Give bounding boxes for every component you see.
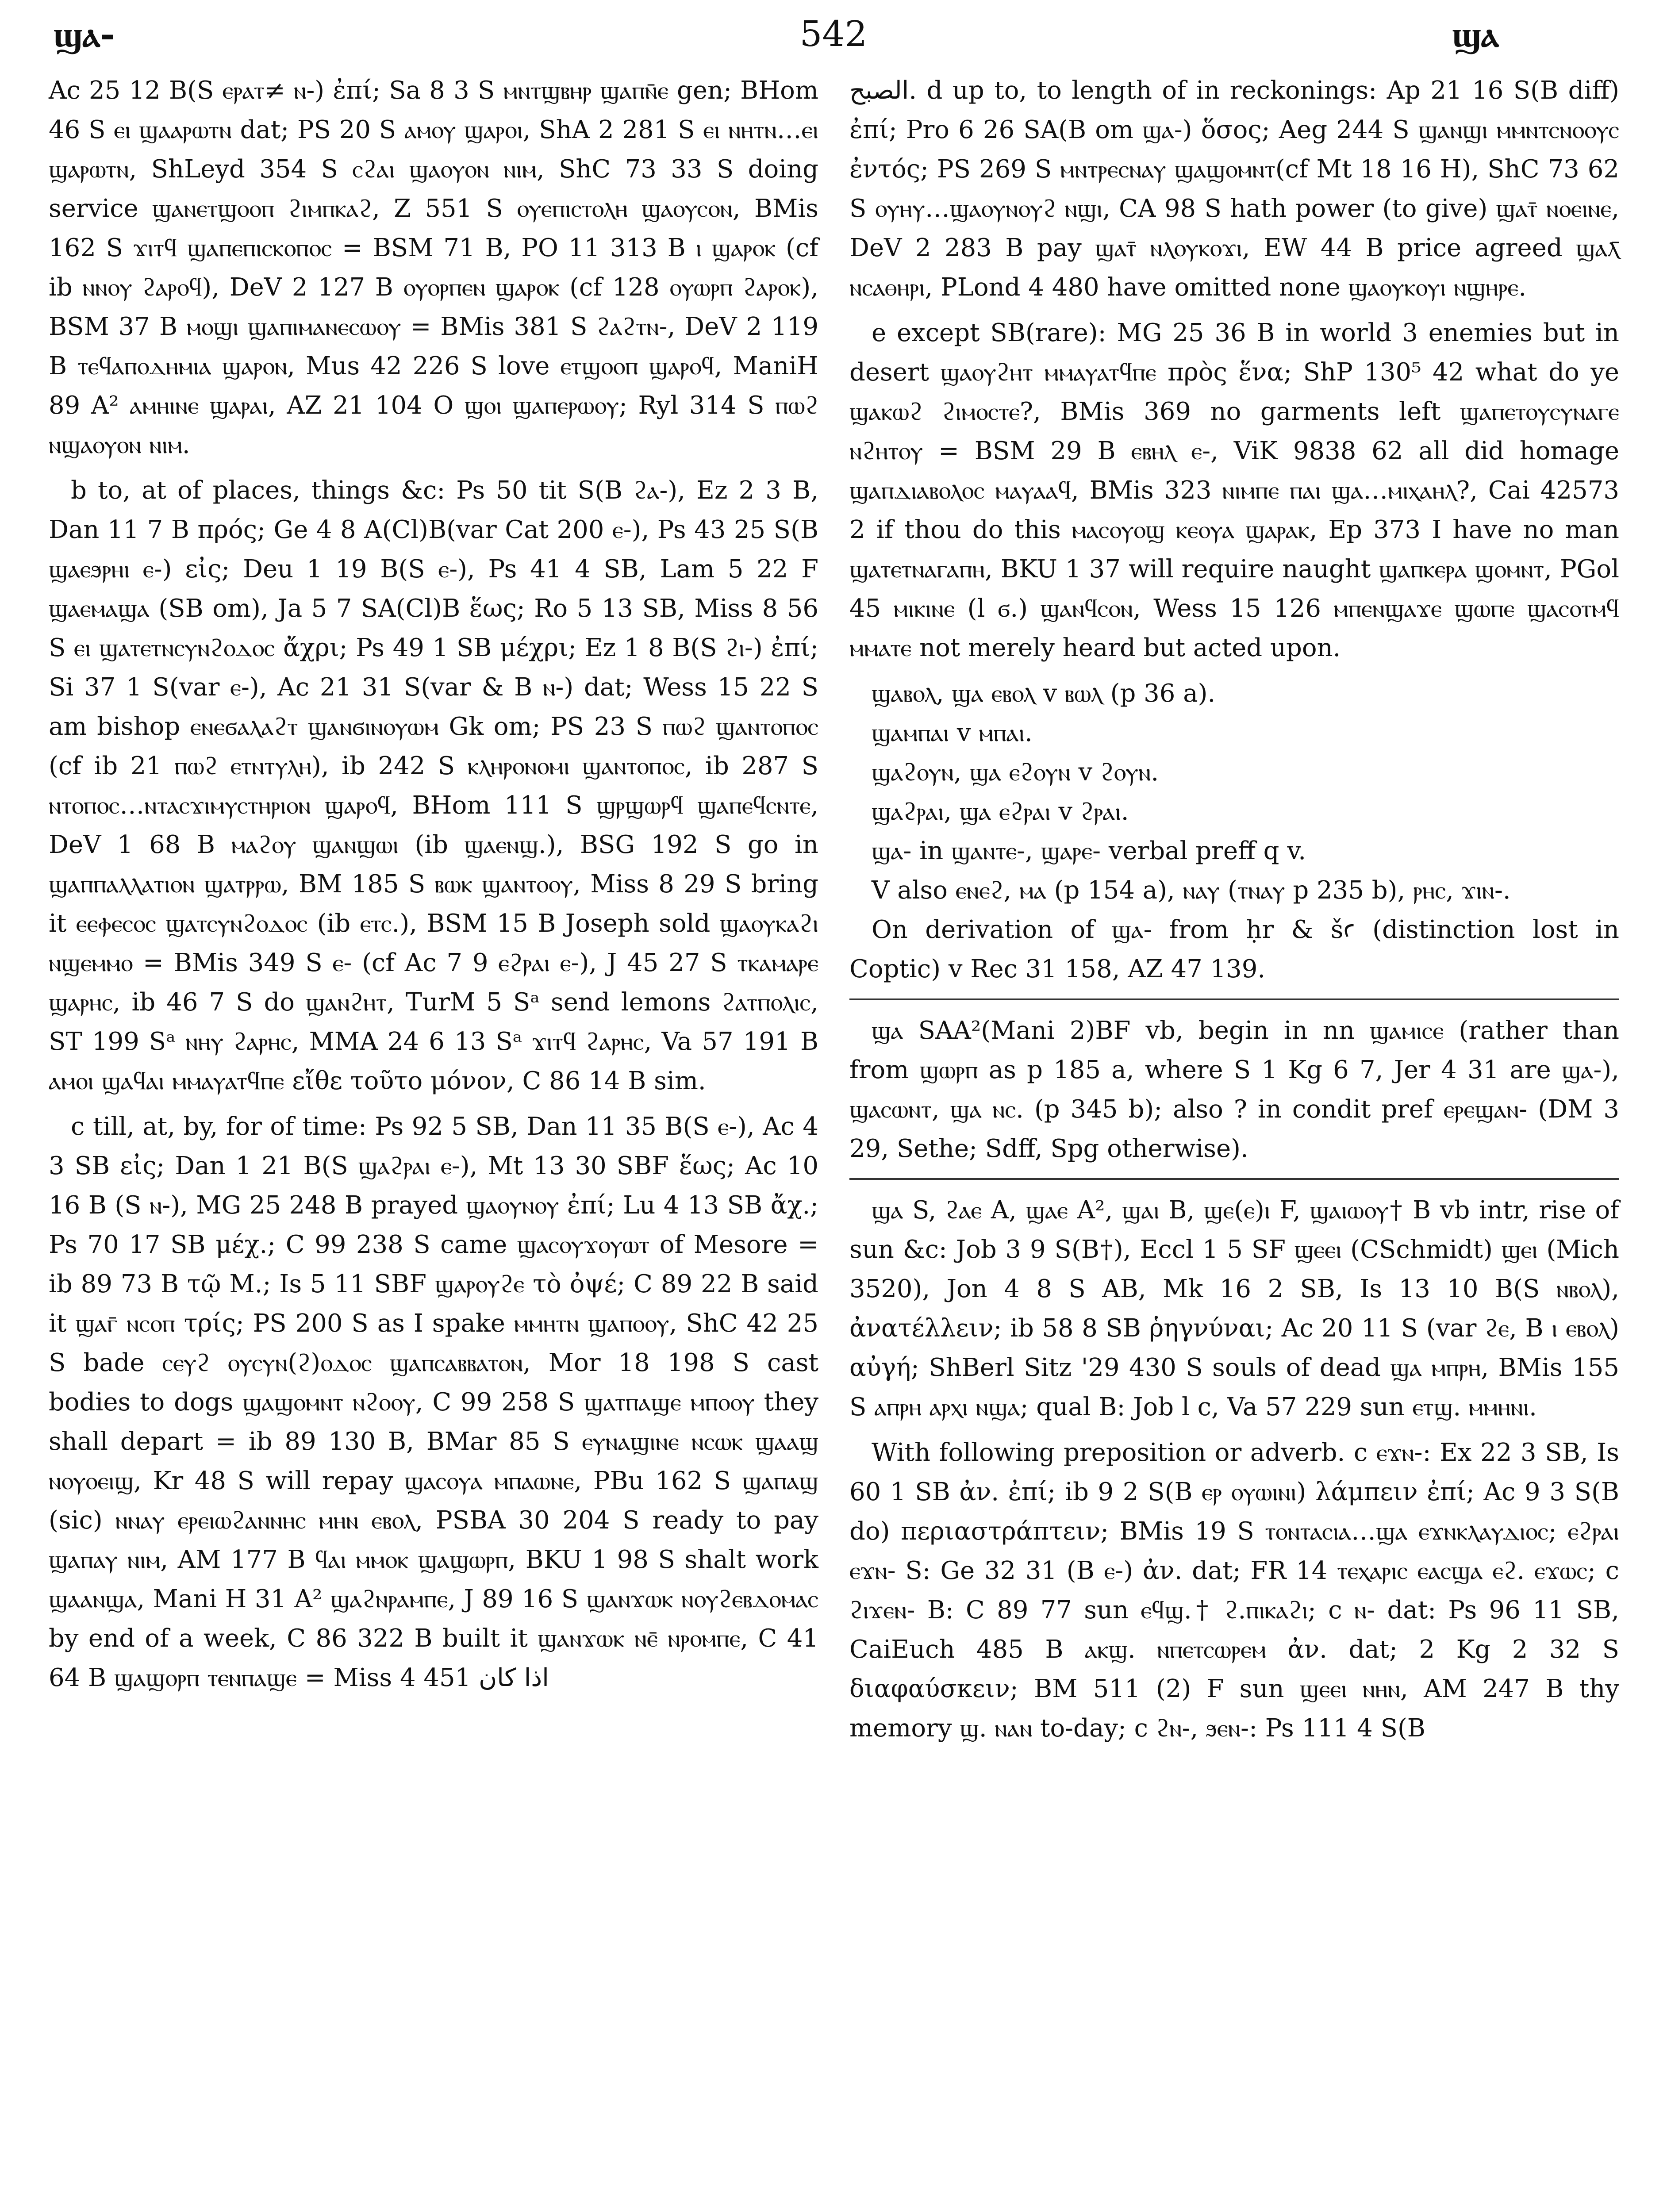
entry-rise: ϣⲁ S, ϩⲁⲉ A, ϣⲁⲉ A², ϣⲁⲓ B, ϣⲉ(ⲉ)ⲓ F, ϣⲁⲓⲱⲟⲩ† B vb intr, rise of sun &c: Job 3 9 S(B†), Eccl 1 5 SF ϣⲉⲉⲓ (CSchmidt) ϣⲉⲓ (Mich 3520), Jon 4 8 S AB, Mk 16 2 SB, Is 13 10 B(S ⲛⲃⲟⲗ), ἀνατέλλειν; ib 58 8 SB ῥηγνύναι; Ac 20 11 S (var ϩⲉ, B ⲓ ⲉⲃⲟⲗ) αὐγή; ShBerl Sitz '29 430 S souls of dead ϣⲁ ⲙⲡⲣⲏ, BMis 155 S ⲁⲡⲣⲏ ⲁⲣⲭⲓ ⲛϣⲁ; qual B: Job l c, Va 57 229 sun ⲉⲧϣ. ⲙⲙⲏⲛⲓ. [849, 1196, 1619, 1421]
entry-divider [849, 998, 1619, 1000]
entry-paragraph: Ac 25 12 B(S ⲉⲣⲁⲧ≠ ⲛ-) ἐπί; Sa 8 3 S ⲙⲛⲧϣⲃⲏⲣ ϣⲁⲡⲛ̄ⲉ gen; BHom 46 S ⲉⲓ ϣⲁⲁⲣⲱⲧⲛ dat; PS 20 S ⲁⲙⲟⲩ ϣⲁⲣⲟⲓ, ShA 2 281 S ⲉⲓ ⲛⲏⲧⲛ…ⲉⲓ ϣⲁⲣⲱⲧⲛ, ShLeyd 354 S ⲥϩⲁⲓ ϣⲁⲟⲩⲟⲛ ⲛⲓⲙ, ShC 73 33 S doing service ϣⲁⲛⲉⲧϣⲟⲟⲡ ϩⲓⲙⲡⲕⲁϩ, Z 551 S ⲟⲩⲉⲡⲓⲥⲧⲟⲗⲏ ϣⲁⲟⲩⲥⲟⲛ, BMis 162 S ϫⲓⲧϥ ϣⲁⲡⲉⲡⲓⲥⲕⲟⲡⲟⲥ = BSM 71 B, PO 11 313 B ⲓ ϣⲁⲣⲟⲕ (cf ib ⲛⲛⲟⲩ ϩⲁⲣⲟϥ), DeV 2 127 B ⲟⲩⲟⲣⲡⲉⲛ ϣⲁⲣⲟⲕ (cf 128 ⲟⲩⲱⲣⲡ ϩⲁⲣⲟⲕ), BSM 37 B ⲙⲟϣⲓ ϣⲁⲡⲓⲙⲁⲛⲉⲥⲱⲟⲩ = BMis 381 S ϩⲁϩⲧⲛ-, DeV 2 119 B ⲧⲉϥⲁⲡⲟⲇⲏⲙⲓⲁ ϣⲁⲣⲟⲛ, Mus 42 226 S love ⲉⲧϣⲟⲟⲡ ϣⲁⲣⲟϥ, ManiH 89 A² ⲁⲙⲏⲓⲛⲉ ϣⲁⲣⲁⲓ, AZ 21 104 O ϣⲟⲓ ϣⲁⲡⲉⲣⲱⲟⲩ; Ryl 314 S ⲡⲱϩ ⲛϣⲁⲟⲩⲟⲛ ⲛⲓⲙ. [49, 76, 818, 459]
right-column [849, 71, 1619, 1754]
cross-reference: V also ⲉⲛⲉϩ, ⲙⲁ (p 154 a), ⲛⲁⲩ (ⲧⲛⲁⲩ p 235 b), ⲣⲏⲥ, ϫⲓⲛ-. [872, 876, 1511, 905]
page-header [0, 13, 1667, 66]
entry-paragraph: c till, at, by, for of time: Ps 92 5 SB, Dan 11 35 B(S ⲉ-), Ac 4 3 SB εἰς; Dan 1 21 B(S ϣⲁϩⲣⲁⲓ ⲉ-), Mt 13 30 SBF ἕως; Ac 10 16 B (S ⲛ-), MG 25 248 B prayed ϣⲁⲟⲩⲛⲟⲩ ἐπί; Lu 4 13 SB ἄχ.; Ps 70 17 SB μέχ.; C 99 238 S came ϣⲁⲥⲟⲩϫⲟⲩⲱⲧ of Mesore = ib 89 73 B τῷ M.; Is 5 11 SBF ϣⲁⲣⲟⲩϩⲉ τὸ ὀψέ; C 89 22 B said it ϣⲁⲅ̄ ⲛⲥⲟⲡ τρίς; PS 200 S as I spake ⲙⲙⲏⲧⲛ ϣⲁⲡⲟⲟⲩ, ShC 42 25 S bade ⲥⲉⲩϩ ⲟⲩⲥⲩⲛ(ϩ)ⲟⲇⲟⲥ ϣⲁⲡⲥⲁⲃⲃⲁⲧⲟⲛ, Mor 18 198 S cast bodies to dogs ϣⲁϣⲟⲙⲛⲧ ⲛϩⲟⲟⲩ, C 99 258 S ϣⲁⲧⲡⲁϣⲉ ⲙⲡⲟⲟⲩ they shall depart = ib 89 130 B, BMar 85 S ⲉⲩⲛⲁϣⲓⲛⲉ ⲛⲥⲱⲕ ϣⲁⲁϣ ⲛⲟⲩⲟⲉⲓϣ, Kr 48 S will repay ϣⲁⲥⲟⲩⲁ ⲙⲡⲁⲱⲛⲉ, PBu 162 S ϣⲁⲡⲁϣ (sic) ⲛⲛⲁⲩ ⲉⲣⲉⲓⲱϩⲁⲛⲛⲏⲥ ⲙⲏⲛ ⲉⲃⲟⲗ, PSBA 30 204 S ready to pay ϣⲁⲡⲁⲩ ⲛⲓⲙ, AM 177 B ϥⲁⲓ ⲙⲙⲟⲕ ϣⲁϣⲱⲣⲡ, BKU 1 98 S shalt work ϣⲁⲁⲛϣⲁ, Mani H 31 A² ϣⲁϩⲛⲣⲁⲙⲡⲉ, J 89 16 S ϣⲁⲛϫⲱⲕ ⲛⲟⲩϩⲉⲃⲇⲟⲙⲁⲥ by end of a week, C 86 322 B built it ϣⲁⲛϫⲱⲕ ⲛⲉ̄ ⲛⲣⲟⲙⲡⲉ, C 41 64 B ϣⲁϣⲟⲣⲡ ⲧⲉⲛⲡⲁϣⲉ = Miss 4 451 اذا كان [49, 1112, 818, 1692]
cross-reference: ϣⲁ- in ϣⲁⲛⲧⲉ-, ϣⲁⲣⲉ- verbal preff q v. [872, 837, 1306, 865]
cross-reference: ϣⲁϩⲣⲁⲓ, ϣⲁ ⲉϩⲣⲁⲓ v ϩⲣⲁⲓ. [872, 797, 1129, 826]
header-left-keyword: ϣⲁ- [53, 13, 115, 55]
header-right-keyword: ϣⲁ [1452, 13, 1499, 55]
entry-paragraph: الصبح. d up to, to length of in reckonings: Ap 21 16 S(B diff) ἐπί; Pro 6 26 SA(B om ϣⲁ-) ὅσος; Aeg 244 S ϣⲁⲛϣⲓ ⲙⲙⲛⲧⲥⲛⲟⲟⲩⲥ ἐντός; PS 269 S ⲙⲛⲧⲣⲉⲥⲛⲁⲩ ϣⲁϣⲟⲙⲛⲧ(cf Mt 18 16 H), ShC 73 62 S ⲟⲩⲏⲩ…ϣⲁⲟⲩⲛⲟⲩϩ ⲛϣⲓ, CA 98 S hath power (to give) ϣⲁⲧ̄ ⲛⲟⲉⲓⲛⲉ, DeV 2 283 B pay ϣⲁⲧ̄ ⲛⲗⲟⲩⲕⲟϫⲓ, EW 44 B price agreed ϣⲁⲗ̄ ⲛⲥⲁⲑⲏⲣⲓ, PLond 4 480 have omitted none ϣⲁⲟⲩⲕⲟⲩⲓ ⲛϣⲏⲣⲉ. [849, 76, 1619, 302]
derivation-note: On derivation of ϣⲁ- from ḥr & šꜥ (distinction lost in Coptic) v Rec 31 158, AZ 47 139. [849, 915, 1619, 983]
entry-preposition: With following preposition or adverb. c ⲉϫⲛ-: Ex 22 3 SB, Is 60 1 SB ἀν. ἐπί; ib 9 2 S(B ⲉⲣ ⲟⲩⲱⲓⲛⲓ) λάμπειν ἐπί; Ac 9 3 S(B do) περιαστράπτειν; BMis 19 S ⲧⲟⲛⲧⲁⲥⲓⲁ…ϣⲁ ⲉϫⲛⲕⲗⲁⲩⲇⲓⲟⲥ; ⲉϩⲣⲁⲓ ⲉϫⲛ- S: Ge 32 31 (B ⲉ-) ἀν. dat; FR 14 ⲧⲉⲭⲁⲣⲓⲥ ⲉⲁⲥϣⲁ ⲉϩ. ⲉϫⲱⲥ; c ϩⲓϫⲉⲛ- B: C 89 77 sun ⲉϥϣ.† ϩ.ⲡⲓⲕⲁϩⲓ; c ⲛ- dat: Ps 96 11 SB, CaiEuch 485 B ⲁⲕϣ. ⲛⲡⲉⲧⲥⲱⲣⲉⲙ ἀν. dat; 2 Kg 2 32 S διαφαύσκειν; BM 511 (2) F sun ϣⲉⲉⲓ ⲛⲏⲛ, AM 247 B thy memory ϣ. ⲛⲁⲛ to-day; c ϩⲛ-, ϧⲉⲛ-: Ps 111 4 S(B [849, 1438, 1619, 1743]
cross-reference: ϣⲁⲙⲡⲁⲓ v ⲙⲡⲁⲓ. [872, 718, 1033, 747]
page-number: 542 [799, 13, 868, 54]
entry-paragraph: b to, at of places, things &c: Ps 50 tit S(B ϩⲁ-), Ez 2 3 B, Dan 11 7 B πρός; Ge 4 8 A(Cl)B(var Cat 200 ⲉ-), Ps 43 25 S(B ϣⲁⲉϧⲣⲏⲓ ⲉ-) εἰς; Deu 1 19 B(S ⲉ-), Ps 41 4 SB, Lam 5 22 F ϣⲁⲉⲙⲁϣⲁ (SB om), Ja 5 7 SA(Cl)B ἕως; Ro 5 13 SB, Miss 8 56 S ⲉⲓ ϣⲁⲧⲉⲧⲛⲥⲩⲛϩⲟⲇⲟⲥ ἄχρι; Ps 49 1 SB μέχρι; Ez 1 8 B(S ϩⲓ-) ἐπί; Si 37 1 S(var ⲉ-), Ac 21 31 S(var & B ⲛ-) dat; Wess 15 22 S am bishop ⲉⲛⲉϭⲁⲗⲁϩⲧ ϣⲁⲛϭⲓⲛⲟⲩⲱⲙ Gk om; PS 23 S ⲡⲱϩ ϣⲁⲛⲧⲟⲡⲟⲥ (cf ib 21 ⲡⲱϩ ⲉⲧⲛⲧⲩⲗⲏ), ib 242 S ⲕⲗⲏⲣⲟⲛⲟⲙⲓ ϣⲁⲛⲧⲟⲡⲟⲥ, ib 287 S ⲛⲧⲟⲡⲟⲥ…ⲛⲧⲁⲥϫⲓⲙⲩⲥⲧⲏⲣⲓⲟⲛ ϣⲁⲣⲟϥ, BHom 111 S ϣⲣϣⲱⲣϥ ϣⲁⲡⲉϥⲥⲛⲧⲉ, DeV 1 68 B ⲙⲁϩⲟⲩ ϣⲁⲛϣⲱⲓ (ib ϣⲁⲉⲛϣ.), BSG 192 S go in ϣⲁⲡⲡⲁⲗⲗⲁⲧⲓⲟⲛ ϣⲁⲧⲣⲣⲱ, BM 185 S ⲃⲱⲕ ϣⲁⲛⲧⲟⲟⲩ, Miss 8 29 S bring it ⲉⲉⲫⲉⲥⲟⲥ ϣⲁⲧⲥⲩⲛϩⲟⲇⲟⲥ (ib ⲉⲧⲥ.), BSM 15 B Joseph sold ϣⲁⲟⲩⲕⲁϩⲓ ⲛϣⲉⲙⲙⲟ = BMis 349 S ⲉ- (cf Ac 7 9 ⲉϩⲣⲁⲓ ⲉ-), J 45 27 S ⲧⲕⲁⲙⲁⲣⲉ ϣⲁⲣⲏⲥ, ib 46 7 S do ϣⲁⲛϩⲏⲧ, TurM 5 Sᵃ send lemons ϩⲁⲧⲡⲟⲗⲓⲥ, ST 199 Sᵃ ⲛⲏⲩ ϩⲁⲣⲏⲥ, MMA 24 6 13 Sᵃ ϫⲓⲧϥ ϩⲁⲣⲏⲥ, Va 57 191 B ⲁⲙⲟⲓ ϣⲁϥⲁⲓ ⲙⲙⲁⲩⲁⲧϥⲡⲉ εἴθε τοῦτο μόνον, C 86 14 B sim. [49, 476, 818, 1095]
left-column [49, 71, 818, 1704]
entry-begin: ϣⲁ SAA²(Mani 2)BF vb, begin in nn ϣⲁⲙⲓⲥⲉ (rather than from ϣⲱⲣⲡ as p 185 a, where S 1 Kg 6 7, Jer 4 31 are ϣⲁ-), ϣⲁⲥⲱⲛⲧ, ϣⲁ ⲛⲥ. (p 345 b); also ? in condit pref ⲉⲣⲉϣⲁⲛ- (DM 3 29, Sethe; Sdff, Spg otherwise). [849, 1016, 1619, 1163]
entry-paragraph: e except SB(rare): MG 25 36 B in world 3 enemies but in desert ϣⲁⲟⲩϩⲏⲧ ⲙⲙⲁⲩⲁⲧϥⲡⲉ πρὸς ἕνα; ShP 130⁵ 42 what do ye ϣⲁⲕⲱϩ ϩⲓⲙⲟⲥⲧⲉ?, BMis 369 no garments left ϣⲁⲡⲉⲧⲟⲩⲥⲩⲛⲁⲅⲉ ⲛϩⲏⲧⲟⲩ = BSM 29 B ⲉⲃⲏⲗ ⲉ-, ViK 9838 62 all did homage ϣⲁⲡⲇⲓⲁⲃⲟⲗⲟⲥ ⲙⲁⲩⲁⲁϥ, BMis 323 ⲛⲓⲙⲡⲉ ⲡⲁⲓ ϣⲁ…ⲙⲓⲭⲁⲏⲗ?, Cai 42573 2 if thou do this ⲙⲁⲥⲟⲩⲟϣ ⲕⲉⲟⲩⲁ ϣⲁⲣⲁⲕ, Ep 373 I have no man ϣⲁⲧⲉⲧⲛⲁⲅⲁⲡⲏ, BKU 1 37 will require naught ϣⲁⲡⲕⲉⲣⲁ ϣⲟⲙⲛⲧ, PGol 45 ⲙⲓⲕⲓⲛⲉ (l ϭ.) ϣⲁⲛϥⲥⲟⲛ, Wess 15 126 ⲙⲡⲉⲛϣⲁϫⲉ ϣⲱⲡⲉ ϣⲁⲥⲟⲧⲙϥ ⲙⲙⲁⲧⲉ not merely heard but acted upon. [849, 319, 1619, 662]
cross-references [849, 674, 1619, 910]
cross-reference: ϣⲁⲃⲟⲗ, ϣⲁ ⲉⲃⲟⲗ v ⲃⲱⲗ (p 36 a). [872, 679, 1216, 708]
cross-reference: ϣⲁϩⲟⲩⲛ, ϣⲁ ⲉϩⲟⲩⲛ v ϩⲟⲩⲛ. [872, 758, 1159, 787]
entry-divider [849, 1178, 1619, 1180]
